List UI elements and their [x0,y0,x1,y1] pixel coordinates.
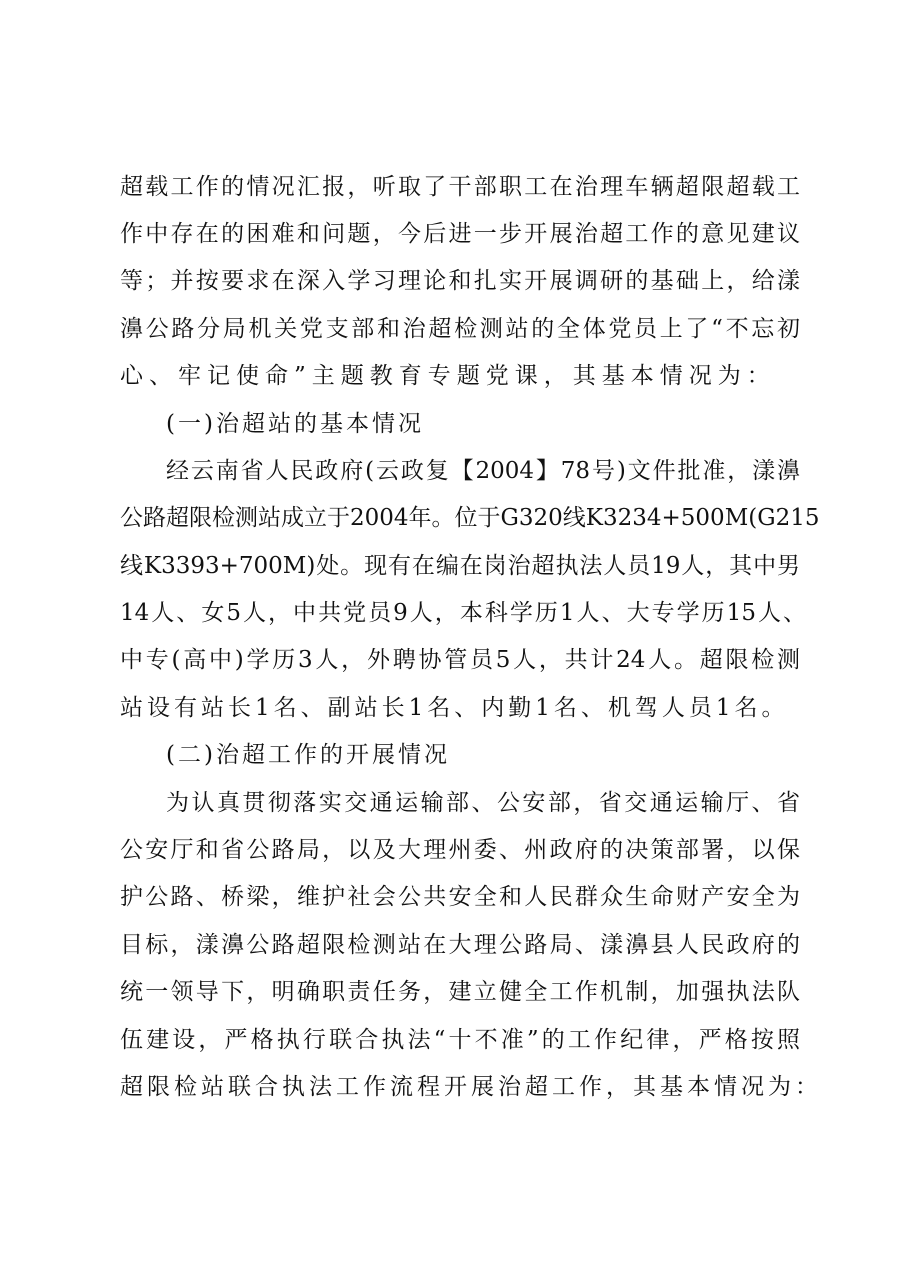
paragraph-line-16: 统一领导下，明确职责任务，建立健全工作机制，加强执法队 [120,979,800,1005]
paragraph-line-15: 目标，漾濞公路超限检测站在大理公路局、漾濞县人民政府的 [120,932,800,958]
section-heading-1: (一)治超站的基本情况 [166,411,424,437]
paragraph-line-11: 站设有站长1名、副站长1名、内勤1名、机驾人员1名。 [120,695,789,721]
paragraph-line-1: 超载工作的情况汇报，听取了干部职工在治理车辆超限超载工 [120,174,800,200]
paragraph-line-18: 超限检站联合执法工作流程开展治超工作，其基本情况为： [120,1074,822,1100]
section-heading-2: (二)治超工作的开展情况 [166,742,450,768]
paragraph-line-8: 线K3393+700M)处。现有在编在岗治超执法人员19人，其中男 [120,553,800,579]
paragraph-line-3: 等；并按要求在深入学习理论和扎实开展调研的基础上，给漾 [120,268,800,294]
paragraph-line-10: 中专(高中)学历3人，外聘协管员5人，共计24人。超限检测 [120,647,800,673]
paragraph-line-17: 伍建设，严格执行联合执法“十不准”的工作纪律，严格按照 [120,1027,800,1053]
paragraph-line-13: 公安厅和省公路局，以及大理州委、州政府的决策部署，以保 [120,837,800,863]
paragraph-line-2: 作中存在的困难和问题，今后进一步开展治超工作的意见建议 [120,221,800,247]
paragraph-line-6: 经云南省人民政府(云政复【2004】78号)文件批准，漾濞 [166,458,800,484]
paragraph-line-5: 心、牢记使命”主题教育专题党课，其基本情况为： [120,363,776,389]
paragraph-line-12: 为认真贯彻落实交通运输部、公安部，省交通运输厅、省 [166,790,800,816]
paragraph-line-9: 14人、女5人，中共党员9人，本科学历1人、大专学历15人、 [120,600,806,626]
paragraph-line-7: 公路超限检测站成立于2004年。位于G320线K3234+500M(G215 [120,505,820,531]
paragraph-line-4: 濞公路分局机关党支部和治超检测站的全体党员上了“不忘初 [120,316,800,342]
paragraph-line-14: 护公路、桥梁，维护社会公共安全和人民群众生命财产安全为 [120,884,800,910]
